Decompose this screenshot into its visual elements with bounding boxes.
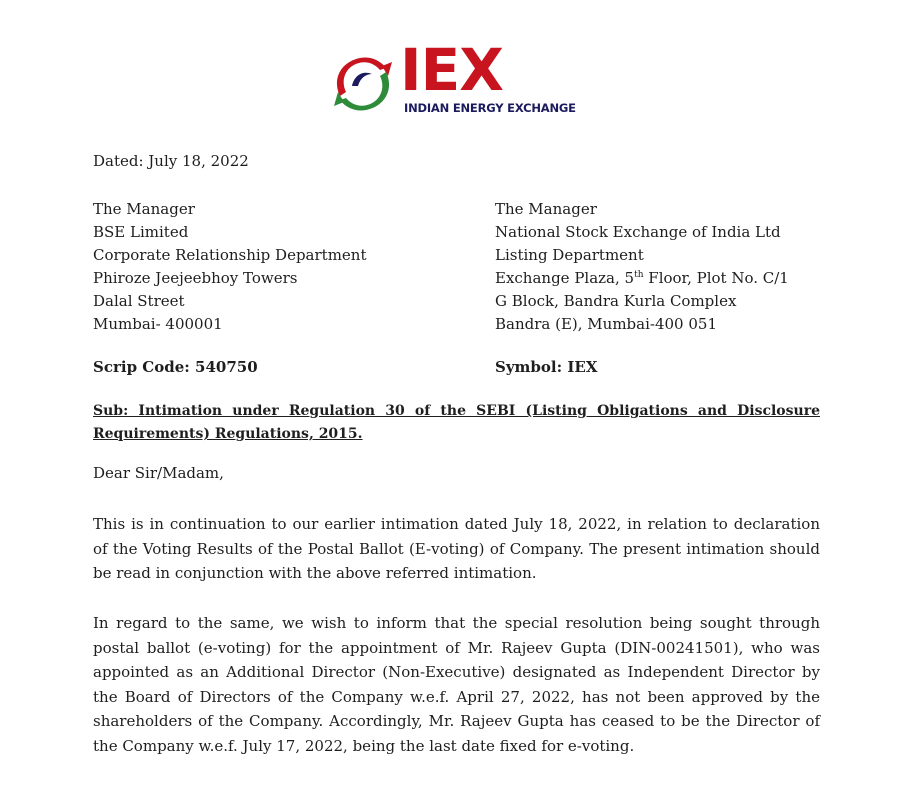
logo-wordmark: IEX [400, 36, 503, 104]
bse-line: BSE Limited [93, 223, 189, 241]
logo-subtitle: INDIAN ENERGY EXCHANGE [404, 101, 576, 115]
paragraph-1: This is in continuation to our earlier intimation dated July 18, 2022, in relation to declaration of the Voting Results of the Postal Ballot (E-voting) of Company. The present intimation should be read in conjunction with the above referred intimation. [93, 515, 820, 582]
nse-line [495, 267, 789, 290]
bse-line: The Manager [93, 200, 195, 218]
salutation: Dear Sir/Madam, [93, 464, 224, 482]
bse-addressee [93, 198, 367, 336]
nse-line4-sup: th [634, 270, 644, 280]
subject-line: Sub: Intimation under Regulation 30 of the SEBI (Listing Obligations and Disclosure Requirements) Regulations, 2015. [93, 403, 820, 442]
bse-line: Phiroze Jeejeebhoy Towers [93, 269, 298, 287]
bse-line: Dalal Street [93, 292, 185, 310]
nse-line4-post: Floor, Plot No. C/1 [643, 269, 789, 287]
iex-swirl-logo-icon [330, 50, 396, 116]
nse-line4-pre: Exchange Plaza, 5 [495, 269, 635, 287]
bse-line: Corporate Relationship Department [93, 246, 367, 264]
nse-line: Bandra (E), Mumbai-400 051 [495, 315, 717, 333]
nse-line: Listing Department [495, 246, 644, 264]
nse-line: G Block, Bandra Kurla Complex [495, 292, 737, 310]
paragraph-2: In regard to the same, we wish to inform that the special resolution being sought through postal ballot (e-voting) for the appointment of Mr. Rajeev Gupta (DIN-00241501), who was appointed as an Additional Director (Non-Executive) designated as Independent Director by the Board of Directors of the Company w.e.f. April 27, 2022, has not been approved by the shareholders of the Company. Accordingly, Mr. Rajeev Gupta has ceased to be the Director of the Company w.e.f. July 17, 2022, being the last date fixed for e-voting. [93, 614, 820, 755]
symbol: Symbol: IEX [495, 358, 598, 376]
nse-line: National Stock Exchange of India Ltd [495, 223, 781, 241]
letter-date: Dated: July 18, 2022 [93, 152, 249, 170]
bse-line: Mumbai- 400001 [93, 315, 223, 333]
scrip-code: Scrip Code: 540750 [93, 358, 258, 376]
nse-addressee [495, 198, 789, 336]
nse-line: The Manager [495, 200, 597, 218]
company-logo [330, 36, 576, 120]
